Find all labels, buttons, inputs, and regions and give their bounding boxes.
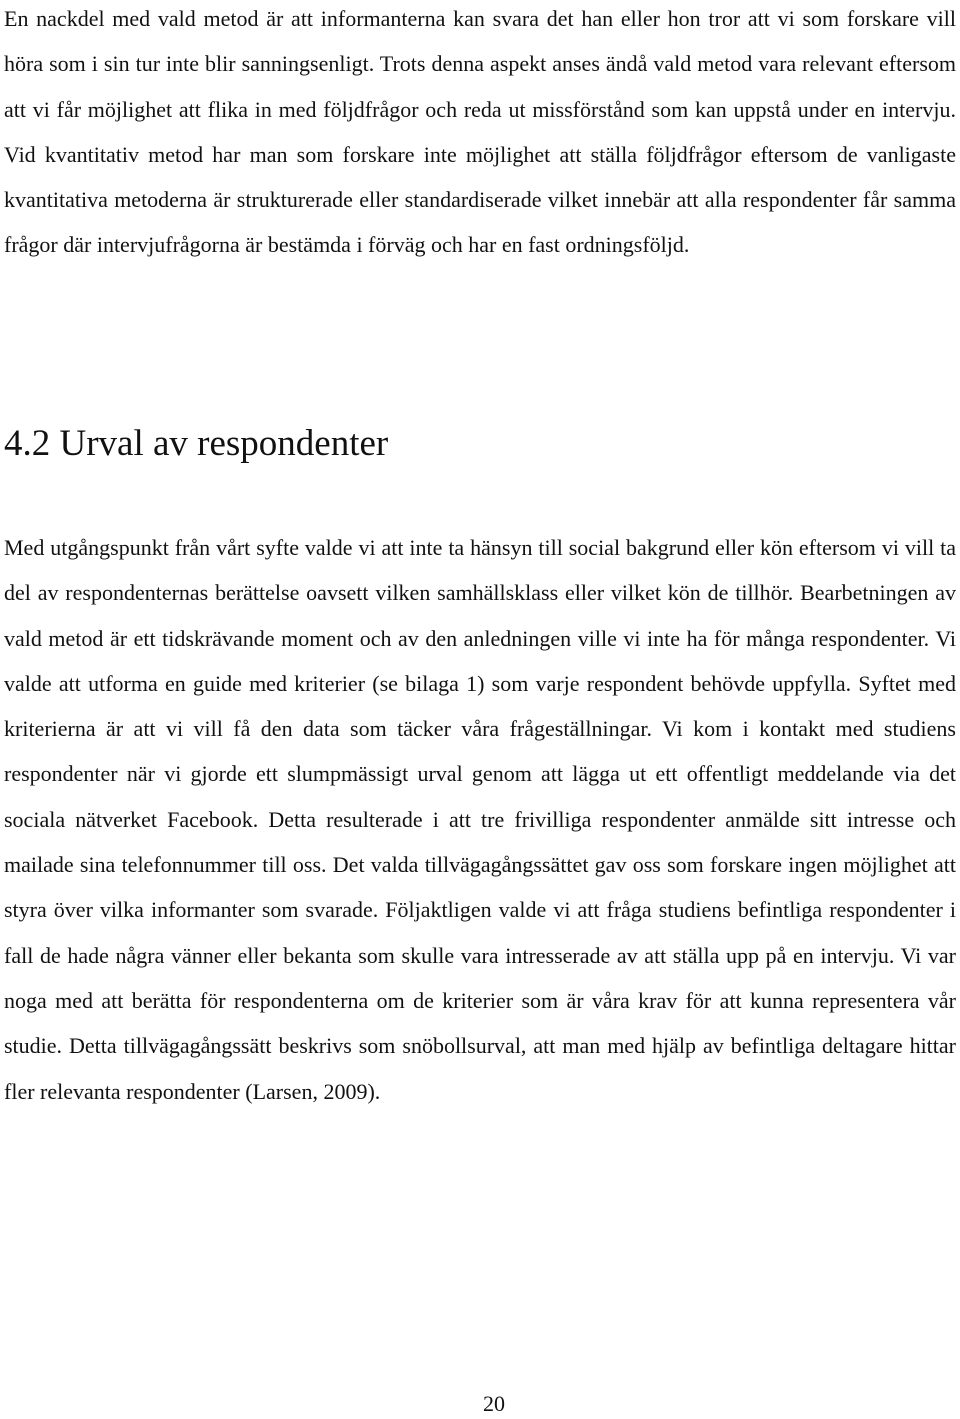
- section-heading: 4.2 Urval av respondenter: [4, 423, 389, 464]
- document-page: [4, 0, 956, 1417]
- body-paragraph-sample-selection: Med utgångspunkt från vårt syfte valde vi att inte ta hänsyn till social bakgrund eller kön eftersom vi vill ta del av respondenternas berättelse oavsett vilken samhällsklass eller vilket kön de tillhör. Bearbetningen av vald metod är ett tidskrävande moment och av den anledningen ville vi inte ha för många respondenter. Vi valde att utforma en guide med kriterier (se bilaga 1) som varje respondent behövde uppfylla. Syftet med kriterierna är att vi vill få den data som täcker våra frågeställningar. Vi kom i kontakt med studiens respondenter när vi gjorde ett slumpmässigt urval genom att lägga ut ett offentligt meddelande via det sociala nätverket Facebook. Detta resulterade i att tre frivilliga respondenter anmälde sitt intresse och mailade sina telefonnummer till oss. Det valda tillvägagångssättet gav oss som forskare ingen möjlighet att styra över vilka informanter som svarade. Följaktligen valde vi att fråga studiens befintliga respondenter i fall de hade några vänner eller bekanta som skulle vara intresserade av att ställa upp på en intervju. Vi var noga med att berätta för respondenterna om de kriterier som är våra krav för att kunna representera vår studie. Detta tillvägagångssätt beskrivs som snöbollsurval, att man med hjälp av befintliga deltagare hittar fler relevanta respondenter (Larsen, 2009).: [4, 535, 956, 1104]
- page-number: 20: [483, 1391, 505, 1416]
- body-paragraph-method-critique: En nackdel med vald metod är att informanterna kan svara det han eller hon tror att vi som forskare vill höra som i sin tur inte blir sanningsenligt. Trots denna aspekt anses ändå vald metod vara relevant eftersom att vi får möjlighet att flika in med följdfrågor och reda ut missförstånd som kan uppstå under en intervju. Vid kvantitativ metod har man som forskare inte möjlighet att ställa följdfrågor eftersom de vanligaste kvantitativa metoderna är strukturerade eller standardiserade vilket innebär att alla respondenter får samma frågor där intervjufrågorna är bestämda i förväg och har en fast ordningsföljd.: [4, 6, 956, 258]
